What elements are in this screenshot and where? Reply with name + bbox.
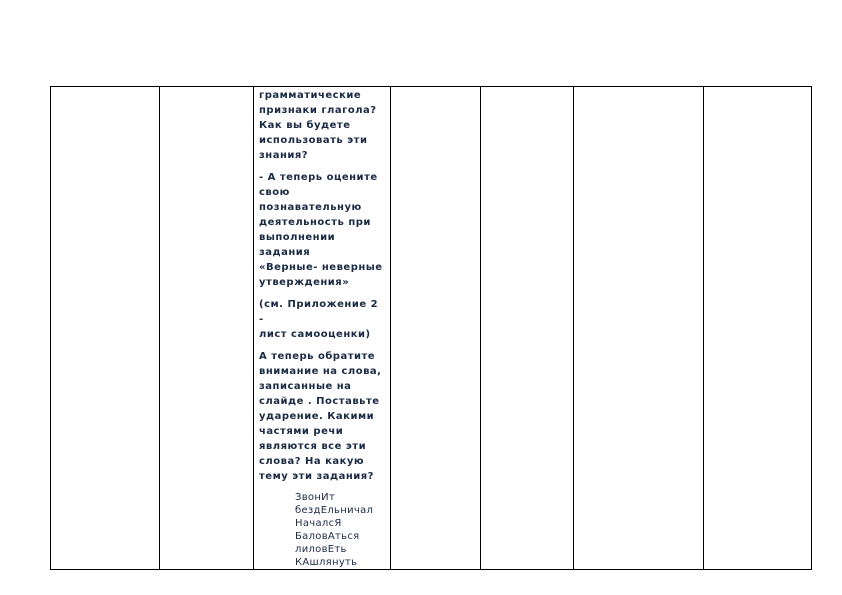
table-cell-empty <box>481 87 574 570</box>
word-list <box>295 491 386 569</box>
table-row <box>51 87 812 570</box>
list-item: бездЕльничал <box>295 505 374 516</box>
table-cell-empty <box>51 87 160 570</box>
lesson-table <box>50 86 812 570</box>
paragraph-grammar-question: грамматические признаки глагола? Как вы будете использовать эти знания? <box>259 90 377 161</box>
list-item: КАшлянуть <box>295 557 358 568</box>
table-cell-empty <box>574 87 704 570</box>
list-item: ЗвонИт <box>295 492 336 503</box>
paragraph-slide-words-task: А теперь обратите внимание на слова, записанные на слайде . Поставьте ударение. Какими частями речи являются все эти слова? На какую тему эти задания? <box>259 351 382 482</box>
table-cell-teacher-activity <box>254 87 391 570</box>
paragraph-appendix-reference: (см. Приложение 2 - лист самооценки) <box>259 299 379 340</box>
paragraph-self-assessment: - А теперь оцените свою познавательную деятельность при выполнении задания «Верные- неверные утверждения» <box>259 172 383 288</box>
table-cell-empty <box>391 87 481 570</box>
list-item: лиловЕть <box>295 544 347 555</box>
list-item: БаловАться <box>295 531 360 542</box>
table-cell-empty <box>704 87 812 570</box>
list-item: НачалсЯ <box>295 518 342 529</box>
table-cell-empty <box>160 87 254 570</box>
